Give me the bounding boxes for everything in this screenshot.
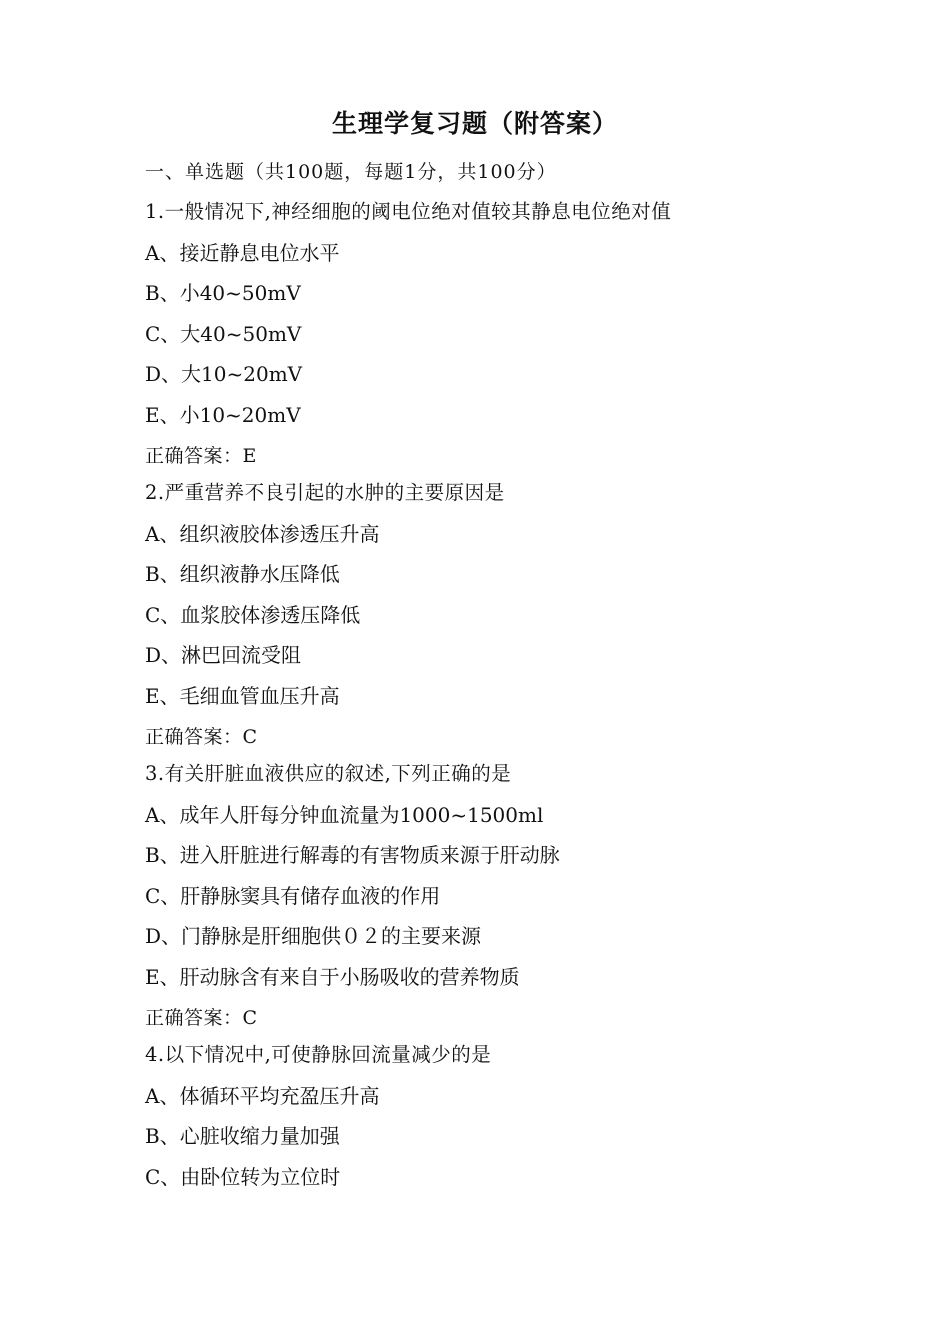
question-3-option-d: D、门静脉是肝细胞供０２的主要来源 xyxy=(145,924,482,948)
question-2-option-b: B、组织液静水压降低 xyxy=(145,562,340,586)
question-3-option-b: B、进入肝脏进行解毒的有害物质来源于肝动脉 xyxy=(145,843,560,867)
question-2-option-e: E、毛细血管血压升高 xyxy=(145,684,340,708)
question-1-option-b: B、小40~50mV xyxy=(145,281,301,305)
question-2-option-d: D、淋巴回流受阻 xyxy=(145,643,302,667)
question-3-option-e: E、肝动脉含有来自于小肠吸收的营养物质 xyxy=(145,965,520,989)
question-2-answer: 正确答案：C xyxy=(145,726,258,748)
question-1-answer: 正确答案：E xyxy=(145,445,257,467)
section-heading: 一、单选题（共100题，每题1分，共100分） xyxy=(145,161,557,183)
question-2-stem: 2.严重营养不良引起的水肿的主要原因是 xyxy=(145,481,505,504)
question-2-option-c: C、血浆胶体渗透压降低 xyxy=(145,603,361,627)
question-4-option-c: C、由卧位转为立位时 xyxy=(145,1165,341,1189)
question-3-option-a: A、成年人肝每分钟血流量为1000~1500ml xyxy=(145,803,544,827)
question-1-option-d: D、大10~20mV xyxy=(145,362,303,386)
question-3-answer: 正确答案：C xyxy=(145,1007,258,1029)
question-1-option-c: C、大40~50mV xyxy=(145,322,302,346)
question-3-stem: 3.有关肝脏血液供应的叙述,下列正确的是 xyxy=(145,762,512,785)
question-4-option-a: A、体循环平均充盈压升高 xyxy=(145,1084,380,1108)
question-1-stem: 1.一般情况下,神经细胞的阈电位绝对值较其静息电位绝对值 xyxy=(145,200,672,223)
question-1-option-e: E、小10~20mV xyxy=(145,403,301,427)
question-1-option-a: A、接近静息电位水平 xyxy=(145,241,340,265)
question-4-option-b: B、心脏收缩力量加强 xyxy=(145,1124,340,1148)
question-4-stem: 4.以下情况中,可使静脉回流量减少的是 xyxy=(145,1043,492,1066)
document-title: 生理学复习题（附答案） xyxy=(331,109,618,138)
question-3-option-c: C、肝静脉窦具有储存血液的作用 xyxy=(145,884,441,908)
question-2-option-a: A、组织液胶体渗透压升高 xyxy=(145,522,380,546)
